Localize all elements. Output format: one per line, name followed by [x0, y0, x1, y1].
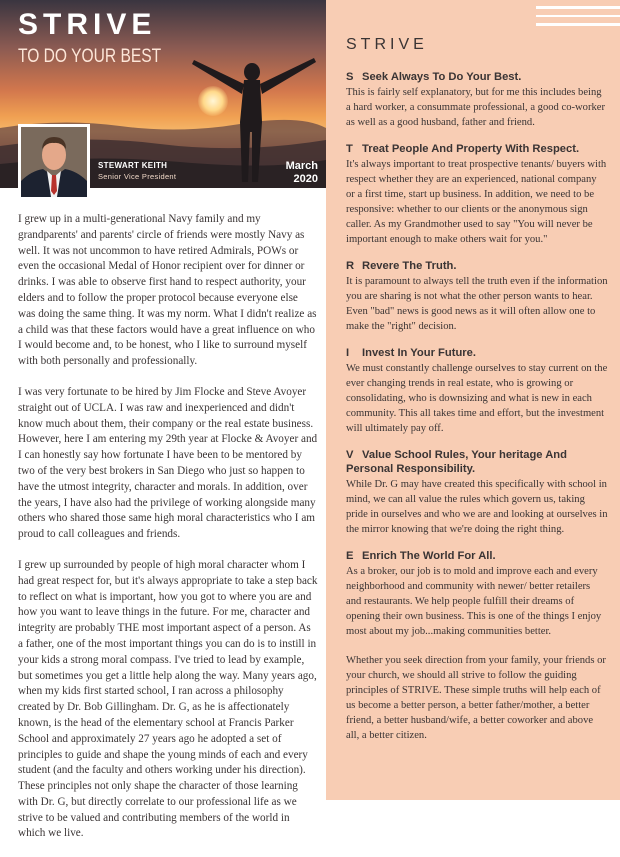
principle-text: As a broker, our job is to mold and improve each and every neighborhood and community with newer/ better retailers and restaurants. We help people fulfill their dreams of opening their own business. This is one of the things I enjoy most about my job...making communities better.: [346, 566, 602, 637]
principle-title-text: Invest In Your Future.: [362, 347, 476, 359]
principle-letter: S: [346, 71, 354, 83]
principle-text: While Dr. G may have created this specifically with school in mind, we can all value the rules which govern us, taking pride in ourselves and who we are and looking at ourselves in the mirror knowing that we're doing the right thing.: [346, 479, 608, 535]
principle-s: [346, 70, 608, 130]
principle-letter: V: [346, 449, 354, 461]
principle-text: It's always important to treat prospective tenants/ buyers with respect whether they are an experienced, national company or a first time, start up business. In addition, we need to be responsive: whether to our clients or the anonymous sign caller. As my Grandmother used to say "You will never be important enough to make others wait for you.": [346, 159, 607, 245]
principle-title: [346, 549, 608, 563]
issue-date: [286, 160, 318, 185]
sidebar-heading: STRIVE: [346, 36, 428, 53]
principle-title: [346, 346, 608, 360]
principle-letter: I: [346, 347, 350, 359]
author-role: Senior Vice President: [98, 172, 177, 181]
principle-letter: E: [346, 550, 354, 562]
date-month: March: [285, 160, 318, 172]
strive-principles: [346, 70, 608, 743]
principle-r: [346, 259, 608, 334]
principle-title-text: Treat People And Property With Respect.: [362, 143, 580, 155]
page-subtitle: TO DO YOUR BEST: [18, 46, 162, 67]
body-paragraph: I was very fortunate to be hired by Jim Flocke and Steve Avoyer straight out of UCLA. I was raw and inexperienced and didn't know much about them, their company or the real estate business. However, here I am entering my 29th year at Flocke & Avoyer and I can honestly say how fortunate I have been to be mentored by two of the very best brokers in San Diego who just so happen to have the utmost integrity, character and morals. In addition, over the years, I have also had the privilege of working alongside many others who shared those same high moral characteristics who I am proud to call colleagues and friends.: [18, 385, 318, 541]
principle-e: [346, 549, 608, 639]
principle-title-text: Value School Rules, Your heritage And Personal Responsibility.: [346, 449, 567, 475]
author-photo: [18, 124, 90, 200]
principle-v: [346, 448, 608, 537]
principle-title: [346, 448, 608, 476]
page-title: STRIVE: [18, 8, 157, 41]
body-paragraph: I grew up surrounded by people of high moral character whom I had great respect for, but it's always appropriate to take a step back to reflect on what is important, how you got to where you are and how you want to leave things in the future. For me, character and integrity are probably THE most important aspect of a person. As a father, one of the most important things you can do is to instill in your kids a strong moral compass. I've tried to lead by example, but sometimes you get a little help along the way. Many years ago, when my kids first started school, I ran across a philosophy created by Dr. Bob Gillingham. Dr. G, as he is affectionately known, is the head of the elementary school at Francis Parker School and approximately 27 years ago he adopted a set of principles to guide and shape the young minds of each and every student (and the faculty and others working under his direction). These principles not only shape the character of those learning with Dr. G, but directly correlate to our professional life as we strive to be valued and contributing members of the world in which we live.: [18, 558, 318, 840]
date-year: 2020: [293, 172, 318, 185]
principle-letter: R: [346, 260, 355, 272]
principle-text: It is paramount to always tell the truth even if the information you are sharing is not what the other person wants to hear. Even "bad" news is good news as it will often allow one to make the "right" decision.: [346, 276, 608, 332]
author-name: STEWART KEITH: [98, 161, 168, 170]
decorative-stripes: [536, 6, 620, 30]
principle-title: [346, 259, 608, 273]
principle-i: [346, 346, 608, 436]
principle-title-text: Enrich The World For All.: [362, 550, 496, 562]
principle-title: [346, 70, 608, 84]
article-body: [18, 212, 318, 857]
principle-title-text: Seek Always To Do Your Best.: [362, 71, 522, 83]
principle-t: [346, 142, 608, 247]
principle-text: This is fairly self explanatory, but for me this includes being a hard worker, a consummate professional, a good co-worker as well as a good husband, father and friend.: [346, 87, 606, 128]
principle-title-text: Revere The Truth.: [362, 260, 457, 272]
principle-text: We must constantly challenge ourselves to stay current on the ever changing trends in real estate, who is growing or consolidating, who is downsizing and what is new in each community. This all takes time and effort, but the investment will ultimately pay off.: [346, 363, 608, 434]
closing-paragraph: Whether you seek direction from your family, your friends or your church, we should all strive to follow the guiding principles of STRIVE. These simple truths will help each of us become a better person, a better father/mother, a better friend, a better husband/wife, a better coworker and above all, a better citizen.: [346, 655, 606, 741]
principle-title: [346, 142, 608, 156]
body-paragraph: I grew up in a multi-generational Navy family and my grandparents' and parents' circle of friends were mostly Navy as well. It was not uncommon to have retired Admirals, POWs or even the occasional Medal of Honor recipient over for dinner or drinks. I was able to observe first hand to respect authority, your elders and to follow the proper protocol because everyone else was doing the same thing. It was my norm. What I didn't realize as a child was that these factors would have a great influence on who I would become and, to be honest, who I like to surround myself with both personally and professionally.: [18, 213, 317, 368]
principle-letter: T: [346, 143, 353, 155]
